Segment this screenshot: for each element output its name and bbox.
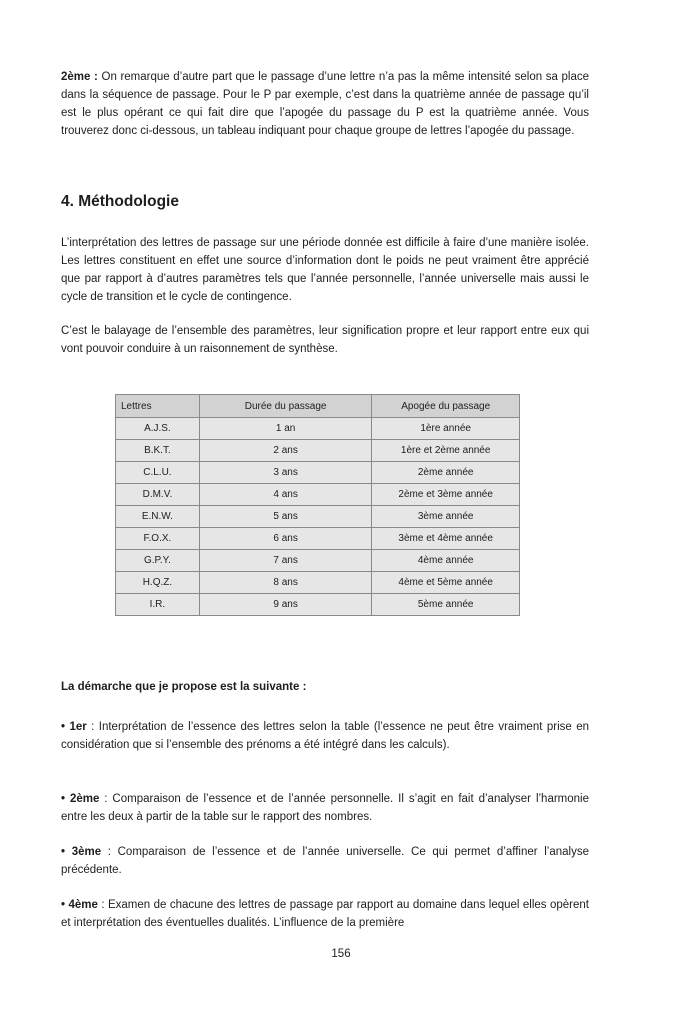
cell-letters: C.L.U. xyxy=(116,462,200,484)
table-row xyxy=(116,528,520,550)
step-2-text: : Comparaison de l’essence et de l’année personnelle. Il s’agit en fait d’analyser l’harmonie entre les deux à partir de la table sur le rapport des nombres. xyxy=(61,793,589,823)
cell-apogee: 4ème et 5ème année xyxy=(372,572,520,594)
table-row xyxy=(116,440,520,462)
cell-apogee: 3ème et 4ème année xyxy=(372,528,520,550)
cell-duration: 1 an xyxy=(199,418,372,440)
step-3-paragraph xyxy=(61,843,589,879)
cell-duration: 8 ans xyxy=(199,572,372,594)
table-row xyxy=(116,594,520,616)
header-duration: Durée du passage xyxy=(199,395,372,418)
cell-letters: G.P.Y. xyxy=(116,550,200,572)
cell-letters: E.N.W. xyxy=(116,506,200,528)
cell-duration: 7 ans xyxy=(199,550,372,572)
table-row xyxy=(116,462,520,484)
cell-apogee: 1ère et 2ème année xyxy=(372,440,520,462)
methodology-paragraph-2: C’est le balayage de l’ensemble des paramètres, leur signification propre et leur rapport entre eux qui vont pouvoir conduire à un raisonnement de synthèse. xyxy=(61,325,589,355)
step-3-label: • 3ème xyxy=(61,846,102,858)
table-row xyxy=(116,484,520,506)
cell-duration: 3 ans xyxy=(199,462,372,484)
passage-table xyxy=(115,394,520,616)
methodology-paragraph: L’interprétation des lettres de passage sur une période donnée est difficile à faire d’une manière isolée. Les lettres constituent en effet une source d’information dont le poids ne peut vraiment être apprécié que par rapport à d’autres paramètres tels que l’année personnelle, l’année universelle mais aussi le cycle de transition et le cycle de contingence. xyxy=(61,237,589,303)
step-1-paragraph xyxy=(61,718,589,754)
cell-letters: H.Q.Z. xyxy=(116,572,200,594)
cell-apogee: 5ème année xyxy=(372,594,520,616)
demarche-heading: La démarche que je propose est la suivante : xyxy=(61,681,307,693)
table-row xyxy=(116,506,520,528)
intro-label: 2ème : xyxy=(61,71,98,83)
step-2-paragraph xyxy=(61,790,589,826)
cell-letters: F.O.X. xyxy=(116,528,200,550)
step-2-label: • 2ème xyxy=(61,793,100,805)
step-4-text: : Examen de chacune des lettres de passage par rapport au domaine dans lequel elles opèrent et interprétation des éventuelles dualités. L’influence de la première xyxy=(61,899,589,929)
cell-apogee: 3ème année xyxy=(372,506,520,528)
cell-duration: 9 ans xyxy=(199,594,372,616)
table-row xyxy=(116,418,520,440)
step-3-text: : Comparaison de l’essence et de l’année universelle. Ce qui permet d’affiner l’analyse précédente. xyxy=(61,846,589,876)
cell-letters: D.M.V. xyxy=(116,484,200,506)
cell-letters: B.K.T. xyxy=(116,440,200,462)
header-apogee: Apogée du passage xyxy=(372,395,520,418)
table-row xyxy=(116,550,520,572)
cell-duration: 2 ans xyxy=(199,440,372,462)
cell-apogee: 1ère année xyxy=(372,418,520,440)
intro-text: On remarque d’autre part que le passage d’une lettre n’a pas la même intensité selon sa place dans la séquence de passage. Pour le P par exemple, c’est dans la quatrième année de passage qu’il est le plus opérant ce qui fait dire que l’apogée du passage du P est la quatrième année. Vous trouverez donc ci-dessous, un tableau indiquant pour chaque groupe de lettres l’apogée du passage. xyxy=(61,71,590,137)
intro-paragraph xyxy=(61,68,589,140)
cell-apogee: 2ème année xyxy=(372,462,520,484)
cell-letters: A.J.S. xyxy=(116,418,200,440)
cell-duration: 6 ans xyxy=(199,528,372,550)
step-1-text: : Interprétation de l’essence des lettres selon la table (l’essence ne peut être vraiment prise en considération que si l’ensemble des prénoms a été intégré dans les calculs). xyxy=(61,721,589,751)
cell-apogee: 2ème et 3ème année xyxy=(372,484,520,506)
table-header-row xyxy=(116,395,520,418)
table-row xyxy=(116,572,520,594)
header-letters: Lettres xyxy=(116,395,200,418)
page-number: 156 xyxy=(331,948,351,960)
step-4-label: • 4ème xyxy=(61,899,98,911)
cell-duration: 4 ans xyxy=(199,484,372,506)
step-4-paragraph xyxy=(61,896,589,932)
cell-duration: 5 ans xyxy=(199,506,372,528)
cell-letters: I.R. xyxy=(116,594,200,616)
step-1-label: • 1er xyxy=(61,721,87,733)
section-heading: 4. Méthodologie xyxy=(61,193,179,210)
cell-apogee: 4ème année xyxy=(372,550,520,572)
